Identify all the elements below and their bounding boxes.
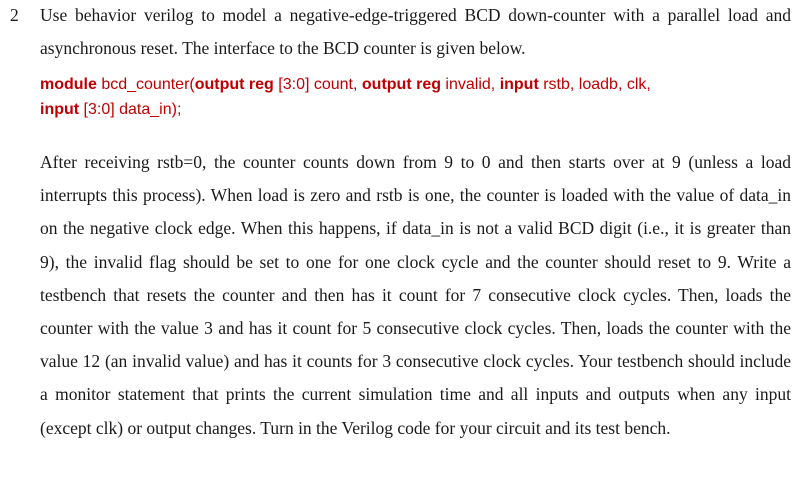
question-number: 2	[10, 5, 19, 25]
keyword-input: input	[40, 101, 80, 118]
question-intro: Use behavior verilog to model a negative-edge-triggered BCD down-counter with a parallel load and asynchronous reset. The interface to the BCD counter is given below.	[40, 5, 791, 59]
keyword-input: input	[499, 76, 539, 93]
keyword-output-reg: output reg	[194, 76, 274, 93]
keyword-module: module	[40, 76, 97, 93]
code-text: invalid,	[440, 76, 500, 93]
code-text: bcd_counter(	[96, 76, 195, 93]
code-text: [3:0] count,	[273, 76, 362, 93]
code-line-1	[40, 72, 791, 97]
code-line-2	[40, 97, 791, 122]
question-body: After receiving rstb=0, the counter counts down from 9 to 0 and then starts over at 9 (unless a load interrupts this process). When load is zero and rstb is one, the counter is loaded with the value of data_in on the negative clock edge. When this happens, if data_in is not a valid BCD digit (i.e., it is greater than 9), the invalid flag should be set to one for one clock cycle and the counter should reset to 9. Write a testbench that resets the counter and then has it count for 7 consecutive clock cycles. Then, loads the counter with the value 3 and has it count for 5 consecutive clock cycles. Then, loads the counter with the value 12 (an invalid value) and has it counts for 3 consecutive clock cycles. Your testbench should include a monitor statement that prints the current simulation time and all inputs and outputs when any input (except clk) or output changes. Turn in the Verilog code for your circuit and its test bench.	[40, 152, 791, 438]
code-text: [3:0] data_in);	[79, 101, 182, 118]
module-interface-code	[40, 72, 791, 122]
keyword-output-reg: output reg	[361, 76, 441, 93]
code-text: rstb, loadb, clk,	[538, 76, 651, 93]
